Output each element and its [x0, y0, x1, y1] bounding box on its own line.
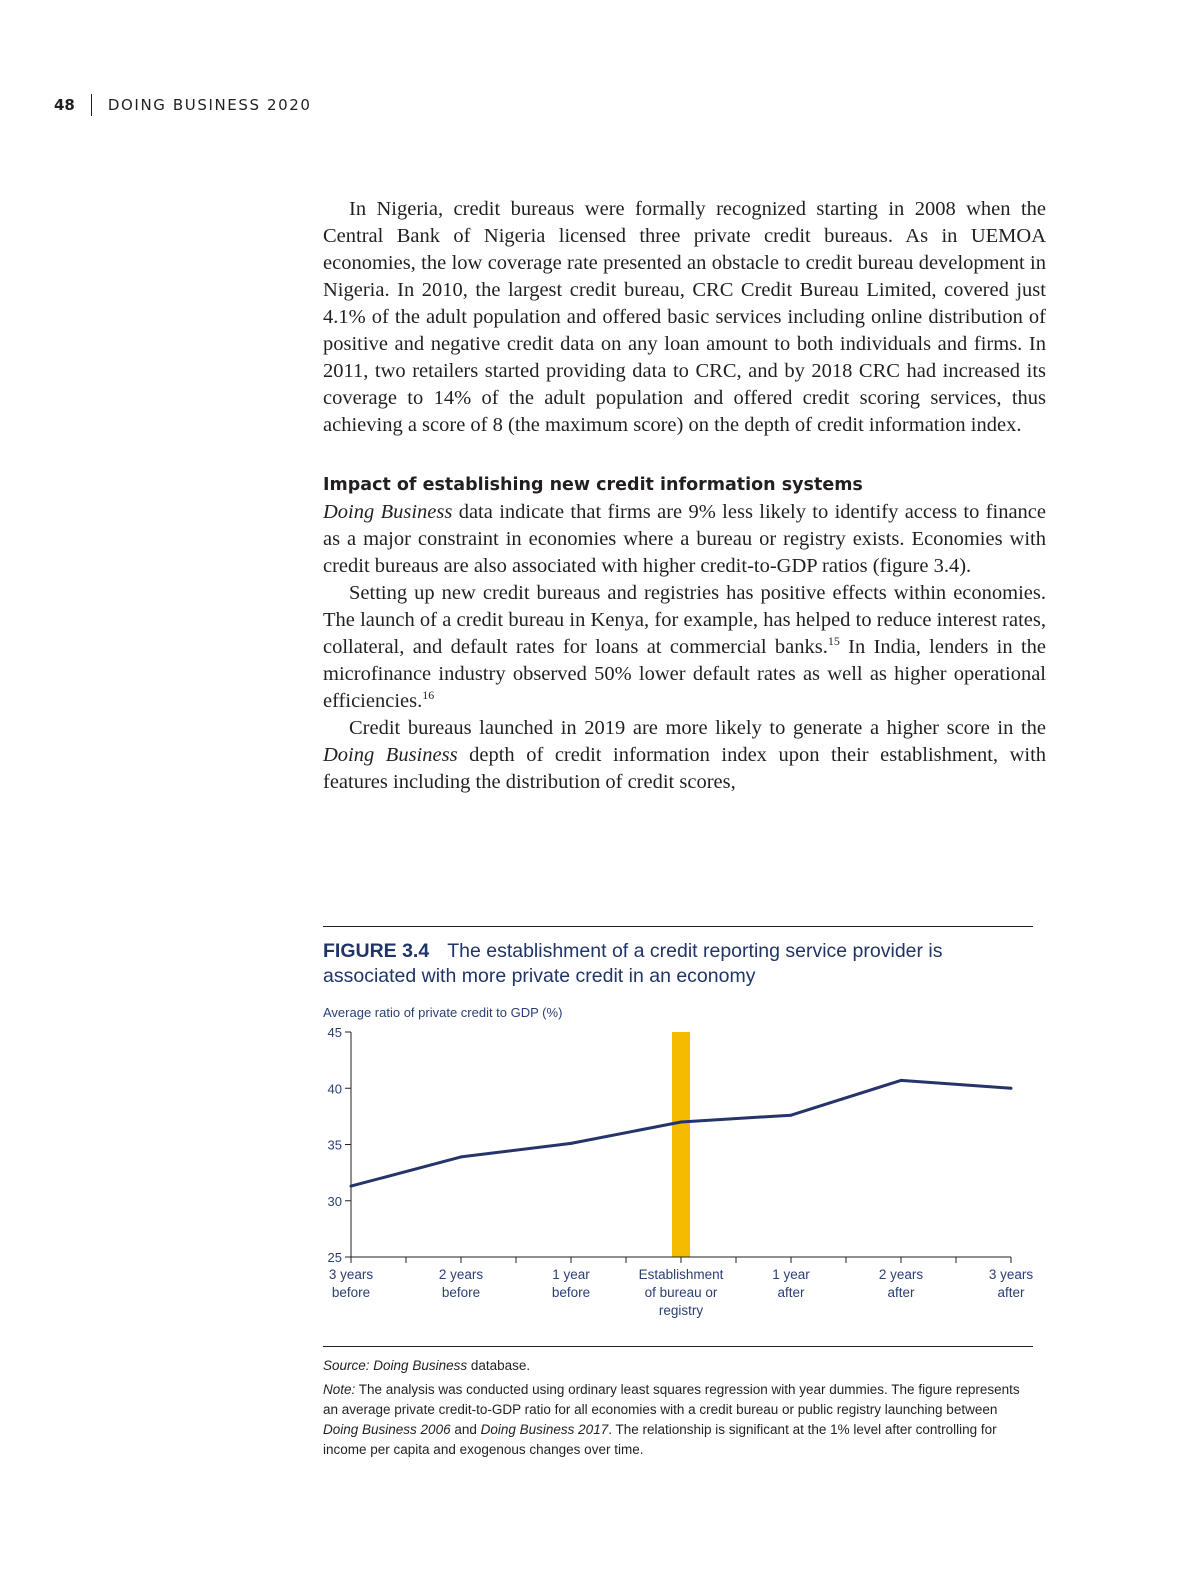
body-text [323, 196, 1046, 796]
figure-bottom-rule [323, 1346, 1033, 1347]
italic-doing-business: Doing Business [323, 744, 458, 766]
chart-svg [303, 1020, 1034, 1330]
paragraph-text: data indicate that firms are 9% less likely to identify access to finance as a major constraint in economies where a bureau or registry exists. Economies with credit bureaus are also associated with higher credit-to-GDP ratios (figure 3.4). [323, 501, 1047, 577]
note-text: . The relationship is significant at the 1% level after controlling for income per capita and exogenous changes over time. [323, 1422, 997, 1457]
data-point [680, 1121, 683, 1124]
x-tick-label: 3 years after [988, 1267, 1034, 1300]
note-italic: Doing Business 2006 [323, 1422, 451, 1437]
paragraph-credit-bureaus-2019 [323, 715, 1046, 796]
paragraph-gap [323, 439, 1046, 472]
page-number: 48 [54, 96, 75, 114]
y-tick-label: 35 [327, 1137, 342, 1153]
header-divider [91, 94, 92, 116]
paragraph-text: Setting up new credit bureaus and registries has positive effects within economies. The launch of a credit bureau in Kenya, for example, has helped to reduce interest rates, collateral, and default rates for loans at commercial banks. [323, 582, 1046, 658]
y-tick-label: 25 [327, 1250, 342, 1265]
method-note [323, 1380, 1035, 1460]
italic-doing-business: Doing Business [323, 501, 453, 523]
data-point [790, 1114, 793, 1117]
figure-3-4 [323, 926, 1033, 1330]
data-point [350, 1185, 353, 1188]
x-tick-label: 1 year after [772, 1267, 810, 1300]
source-note [323, 1356, 1035, 1376]
data-point [1010, 1087, 1013, 1090]
paragraph-text: depth of credit information index upon their establishment, with features including the distribution of credit scores, [323, 744, 1047, 793]
x-tick-label: Establishment of bureau or registry [638, 1267, 724, 1318]
highlight-bar [672, 1032, 690, 1257]
x-tick-label: 3 years before [328, 1267, 374, 1300]
x-tick-label: 2 years after [878, 1267, 924, 1300]
paragraph-text: In India, lenders in the microfinance industry observed 50% lower default rates as well as higher operational efficiencies. [323, 636, 1046, 712]
y-tick-label: 30 [327, 1193, 342, 1209]
footnote-ref-15: 15 [827, 634, 840, 648]
figure-label: FIGURE 3.4 [323, 940, 430, 962]
y-axis-label: Average ratio of private credit to GDP (%) [323, 1005, 563, 1020]
y-tick-label: 40 [327, 1081, 342, 1097]
data-point [900, 1079, 903, 1082]
footnote-ref-16: 16 [422, 688, 435, 702]
paragraph-kenya-india [323, 580, 1046, 715]
y-tick-label: 45 [327, 1025, 342, 1040]
paragraph-nigeria: In Nigeria, credit bureaus were formally recognized starting in 2008 when the Central Bank of Nigeria licensed three private credit bureaus. As in UEMOA economies, the low coverage rate presented an obstacle to credit bureau development in Nigeria. In 2010, the largest credit bureau, CRC Credit Bureau Limited, covered just 4.1% of the adult population and offered basic services including online distribution of positive and negative credit data on any loan amount to both individuals and firms. In 2011, two retailers started providing data to CRC, and by 2018 CRC had increased its coverage to 14% of the adult population and offered credit scoring services, thus achieving a score of 8 (the maximum score) on the depth of credit information index. [323, 198, 1046, 436]
figure-notes [323, 1356, 1035, 1464]
source-text: database. [467, 1358, 531, 1373]
running-title: DOING BUSINESS 2020 [107, 96, 312, 114]
note-text: The analysis was conducted using ordinary least squares regression with year dummies. The figure represents an average private credit-to-GDP ratio for all economies with a credit bureau or public registry launching between [323, 1382, 1020, 1417]
data-point [570, 1142, 573, 1145]
x-tick-label: 2 years before [438, 1267, 484, 1300]
x-tick-label: 1 year before [551, 1267, 591, 1300]
section-heading: Impact of establishing new credit information systems [323, 475, 863, 495]
note-text: and [450, 1422, 481, 1437]
paragraph-doing-business-data [323, 499, 1046, 580]
note-label: Note: [323, 1382, 356, 1397]
data-point [460, 1155, 463, 1158]
source-label: Source: [323, 1358, 370, 1373]
figure-title [323, 939, 1033, 989]
line-chart [303, 1020, 1034, 1330]
paragraph-text: Credit bureaus launched in 2019 are more likely to generate a higher score in the [349, 717, 1046, 739]
source-italic: Doing Business [373, 1358, 468, 1373]
running-header [54, 94, 312, 116]
note-italic: Doing Business 2017 [480, 1422, 609, 1437]
figure-caption: The establishment of a credit reporting service provider is associated with more private credit in an economy [323, 940, 943, 987]
